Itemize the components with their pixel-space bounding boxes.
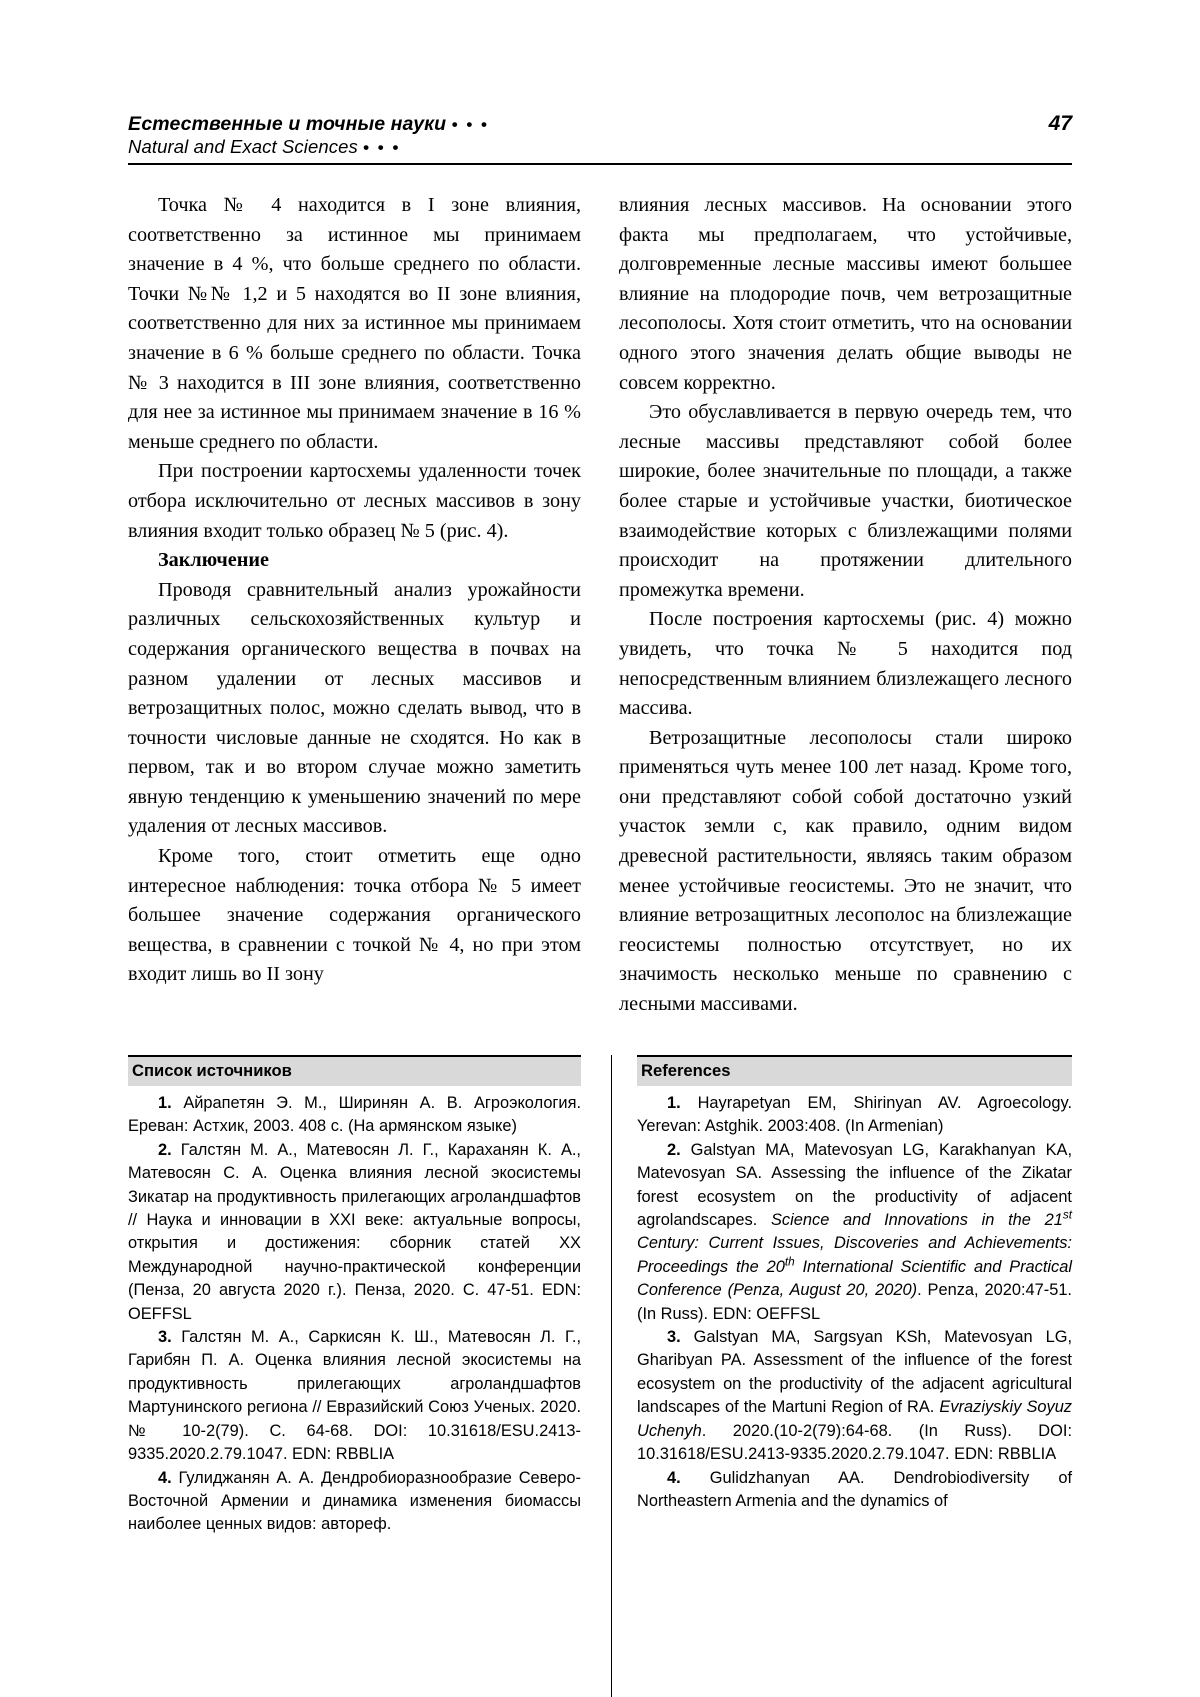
reference-text: Галстян М. А., Саркисян К. Ш., Матевосян Л. Г., Гарибян П. А. Оценка влияния лесной экосистемы на продуктивность прилегающих агроландшафтов Мартунинского региона // Евразийский Союз Ученых. 2020. № 10-2(79). С. 64-68. DOI: 10.31618/ESU.2413-9335.2020.2.79.1047. EDN: RBBLIA [128,1328,581,1464]
references-heading-ru: Список источников [128,1057,581,1086]
page-number: 47 [1048,112,1072,135]
reference-number: 1. [667,1094,681,1112]
references-column-ru [128,1055,581,1537]
paragraph: После построения картосхемы (рис. 4) можно увидеть, что точка № 5 находится под непосредственным влиянием близлежащего лесного массива. [619,608,1072,720]
paragraph: Кроме того, стоит отметить еще одно интересное наблюдения: точка отбора № 5 имеет большее значение содержания органического вещества, в сравнении с точкой № 4, но при этом входит лишь во II зону [128,845,581,986]
reference-text: Галстян М. А., Матевосян Л. Г., Караханян К. А., Матевосян С. А. Оценка влияния лесной экосистемы Зикатар на продуктивность прилегающих агроландшафтов // Наука и инновации в XXI веке: актуальные вопросы, открытия и достижения: сборник статей XX Международной научно-практической конференции (Пенза, 20 августа 2020 г.). Пенза, 2020. С. 47-51. EDN: OEFFSL [128,1140,581,1323]
running-head-dots-ru: • • • [451,115,490,134]
paragraph: Проводя сравнительный анализ урожайности различных сельскохозяйственных культур и содержания органического вещества в почвах на разном удалении от лесных массивов и ветрозащитных полос, можно сделать вывод, что в точности числовые данные не сходятся. Но как в первом, так и во втором случае можно заметить явную тенденцию к уменьшению значений по мере удаления от лесных массивов. [128,578,581,838]
running-head-top-row [128,112,1072,136]
reference-item [128,1467,581,1537]
reference-item [128,1092,581,1139]
reference-item [637,1326,1072,1466]
references-heading-en: References [637,1057,1072,1086]
running-head-second-row [128,136,1072,158]
reference-text: Гулиджанян А. А. Дендробиоразнообразие Северо-Восточной Армении и динамика изменения биомассы наиболее ценных видов: автореф. [128,1468,581,1534]
reference-number: 4. [667,1468,681,1487]
reference-text: Gulidzhanyan AA. Dendrobiodiversity of Northeastern Armenia and the dynamics of [637,1468,1072,1510]
reference-text: . Penza, 2020:47-51. (In Russ). EDN: OEFFSL [637,1281,1072,1323]
reference-number: 1. [158,1094,172,1112]
reference-number: 2. [158,1140,172,1159]
body-columns [128,191,1072,1020]
reference-item [637,1139,1072,1326]
references-section [128,1055,1072,1537]
body-column-left [128,191,581,1020]
running-head-title-en: Natural and Exact Sciences [128,136,358,157]
reference-number: 3. [158,1328,172,1347]
references-column-en [619,1055,1072,1537]
paragraph: Ветрозащитные лесополосы стали широко применяться чуть менее 100 лет назад. Кроме того, они представляют собой собой достаточно узкий участок земли с, как правило, одним видом древесной растительности, являясь таким образом менее устойчивые геосистемы. Это не значит, что влияние ветрозащитных лесополос на близлежащие геосистемы полностью отсутствует, но их значимость несколько меньше по сравнению с лесными массивами. [619,726,1072,1016]
running-head-rule [128,163,1072,165]
reference-number: 4. [158,1468,172,1487]
reference-number: 3. [667,1328,681,1347]
reference-item [637,1092,1072,1139]
reference-source-italic: Science and Innovations in the 21 [771,1211,1063,1230]
paragraph: Точка № 4 находится в I зоне влияния, соответственно за истинное мы принимаем значение в 4 %, что больше среднего по области. Точки №№ 1,2 и 5 находятся во II зоне влияния, соответственно для них за истинное мы принимаем значение в 6 % больше среднего по области. Точка № 3 находится в III зоне влияния, соответственно для нее за истинное мы принимаем значение в 16 % меньше среднего по области. [128,194,581,453]
reference-sup: th [784,1254,795,1269]
reference-item [128,1326,581,1466]
reference-number: 2. [667,1140,681,1159]
reference-text: Hayrapetyan EM, Shirinyan AV. Agroecology. Yerevan: Astghik. 2003:408. (In Armenian) [637,1094,1072,1136]
running-head [128,112,1072,165]
page-content [128,112,1072,1020]
reference-item [128,1139,581,1326]
paragraph: При построении картосхемы удаленности точек отбора исключительно от лесных массивов в зону влияния входит только образец № 5 (рис. 4). [128,460,581,542]
reference-source-italic: Evraziyskiy Soyuz Uchenyh [637,1398,1073,1440]
reference-text: Galstyan MA, Sargsyan KSh, Matevosyan LG, Gharibyan PA. Assessment of the influence of the forest ecosystem on the productivity of the adjacent agricultural landscapes of the Martuni Region of RA. [637,1328,1072,1417]
reference-sup: st [1062,1207,1072,1222]
running-head-title-ru: Естественные и точные науки [128,113,447,135]
paragraph: Это обуславливается в первую очередь тем, что лесные массивы представляют собой более широкие, более значительные по площади, а также более старые и устойчивые участки, биотическое взаимодействие которых с близлежащими полями происходит на протяжении длительного промежутка времени. [619,401,1072,601]
section-heading-conclusion: Заключение [158,549,269,572]
paragraph: влияния лесных массивов. На основании этого факта мы предполагаем, что устойчивые, долговременные лесные массивы имеют большее влияние на плодородие почв, чем ветрозащитные лесополосы. Хотя стоит отметить, что на основании одного этого значения делать общие выводы не совсем корректно. [619,194,1072,394]
reference-source-italic: International Scientific and Practical Conference (Penza, August 20, 2020) [637,1257,1072,1300]
reference-text: Galstyan MA, Matevosyan LG, Karakhanyan KA, Matevosyan SA. Assessing the influence of the Zikatar forest ecosystem on the productivity of adjacent agrolandscapes. [637,1140,1072,1230]
running-head-dots-en: • • • [363,138,401,157]
reference-source-italic: Century: Current Issues, Discoveries and Achievements: Proceedings the 20 [637,1234,1072,1276]
reference-item [637,1467,1072,1514]
body-column-right [619,191,1072,1020]
reference-text: Айрапетян Э. М., Ширинян А. В. Агроэкология. Ереван: Астхик, 2003. 408 с. (На армянском языке) [128,1094,581,1136]
reference-text: . 2020.(10-2(79):64-68. (In Russ). DOI: 10.31618/ESU.2413-9335.2020.2.79.1047. EDN: RBBLIA [637,1421,1072,1464]
running-head-title-ru-wrap [128,113,489,136]
